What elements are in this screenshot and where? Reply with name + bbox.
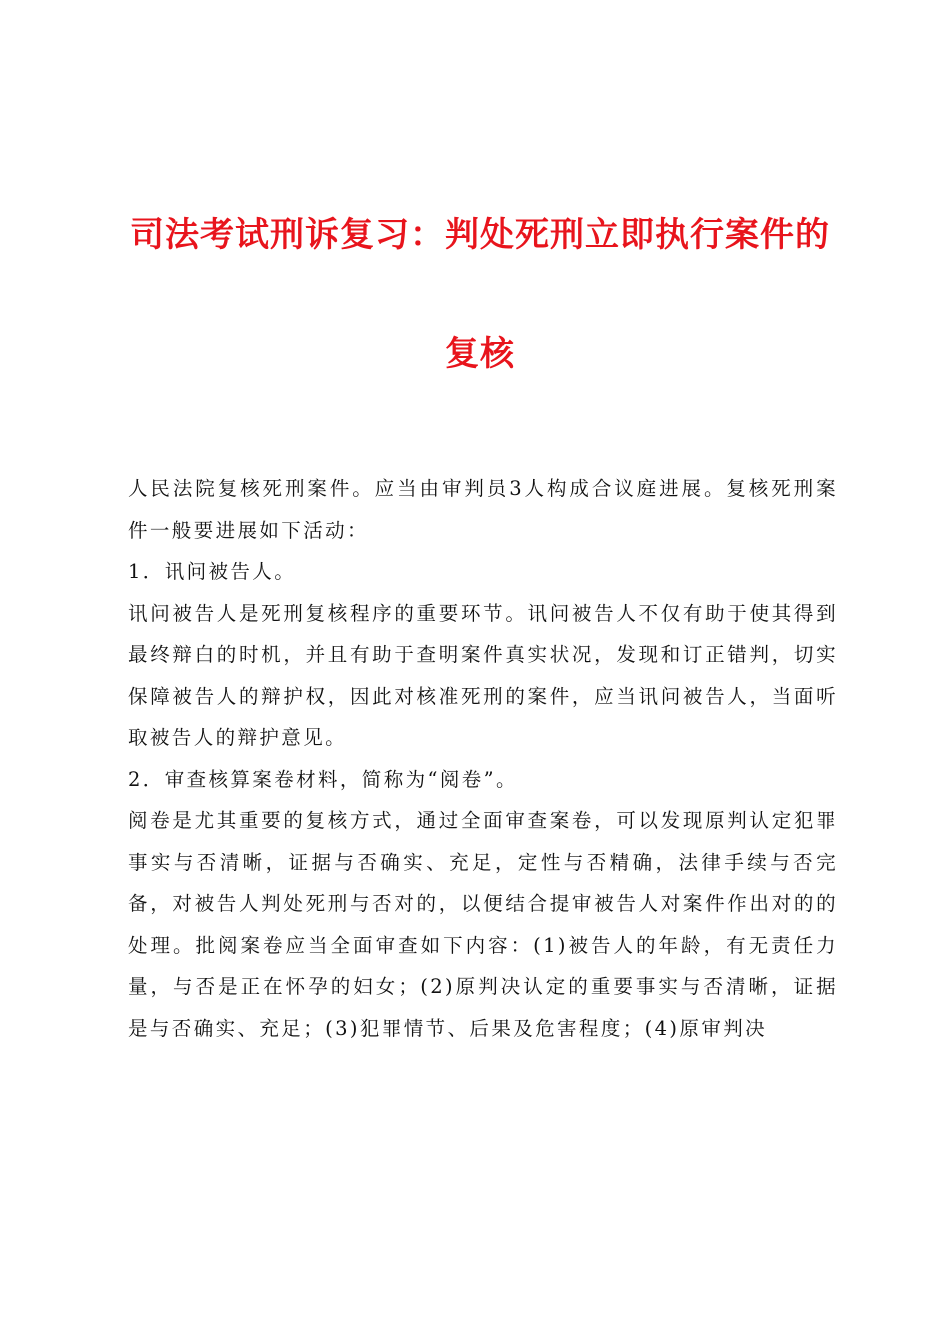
document-body (128, 468, 838, 1049)
document-title-line-2: 复核 (445, 334, 515, 374)
paragraph-file-review: 阅卷是尤其重要的复核方式，通过全面审查案卷，可以发现原判认定犯罪事实与否清晰，证据与否确实、充足，定性与否精确，法律手续与否完备，对被告人判处死刑与否对的，以便结合提审被告人对案件作出对的的处理。批阅案卷应当全面审查如下内容：(1)被告人的年龄，有无责任力量，与否是正在怀孕的妇女；(2)原判决认定的重要事实与否清晰，证据是与否确实、充足；(3)犯罪情节、后果及危害程度；(4)原审判决 (128, 809, 838, 1040)
paragraph-interrogation: 讯问被告人是死刑复核程序的重要环节。讯问被告人不仅有助于使其得到最终辩白的时机，并且有助于查明案件真实状况，发现和订正错判，切实保障被告人的辩护权，因此对核准死刑的案件，应当讯问被告人，当面听取被告人的辩护意见。 (128, 601, 838, 749)
section-heading-1: 1．讯问被告人。 (128, 560, 297, 583)
paragraph-intro: 人民法院复核死刑案件。应当由审判员3人构成合议庭进展。复核死刑案件一般要进展如下活动： (128, 477, 838, 542)
document-title-line-1: 司法考试刑诉复习：判处死刑立即执行案件的 (130, 215, 830, 255)
section-heading-2: 2．审查核算案卷材料，简称为“阅卷”。 (128, 767, 518, 791)
